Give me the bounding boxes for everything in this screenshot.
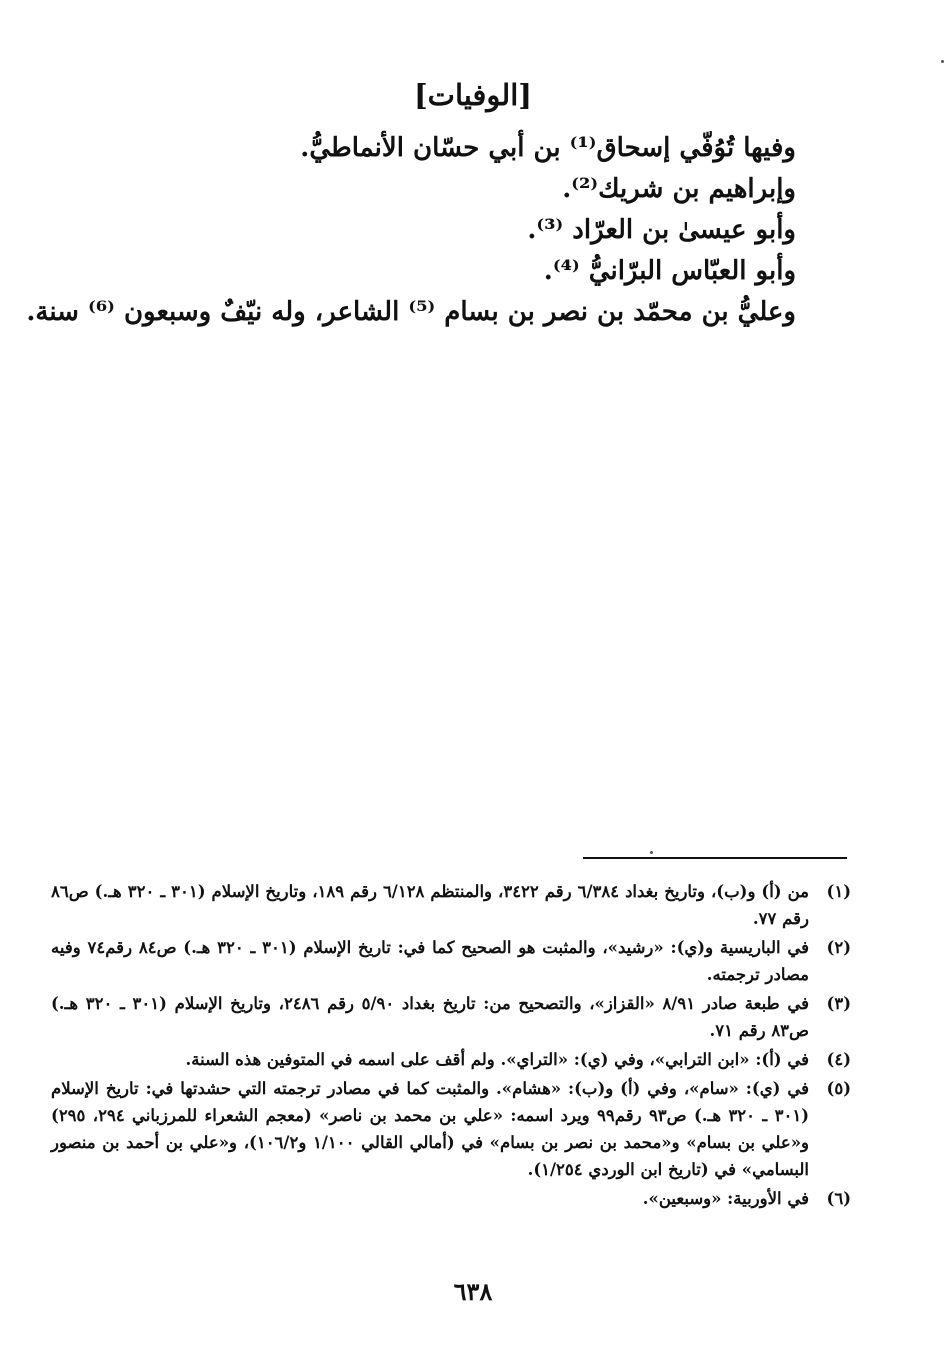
- footnote-text: في طبعة صادر ٨/٩١ «القزاز»، والتصحيح من: تاريخ بغداد ٥/٩٠ رقم ٢٤٨٦، وتاريخ الإسلام (٣٠١ ـ ٣٢٠ هـ.) ص٨٣ رقم ٧١.: [51, 994, 809, 1040]
- footnote-text: في الباريسية و(ي): «رشيد»، والمثبت هو الصحيح كما في: تاريخ الإسلام (٣٠١ ـ ٣٢٠ هـ.) ص٨٤ رقم٧٤ وفيه مصادر ترجمته.: [51, 938, 809, 984]
- footnote-separator: [583, 857, 847, 859]
- footnote-number: (١): [826, 882, 851, 901]
- main-text: [26, 128, 796, 333]
- footnote-text: في الأوربية: «وسبعين».: [642, 1189, 809, 1208]
- footnote: [51, 878, 851, 932]
- main-text-line: وأبو العبّاس البرّانيُّ ⁽⁴⁾.: [543, 256, 796, 286]
- footnote: [51, 990, 851, 1044]
- page-number: ٦٣٨: [453, 1277, 493, 1306]
- main-text-line: وأبو عيسىٰ بن العرّاد ⁽³⁾.: [527, 215, 796, 245]
- footnote-number: (٣): [826, 994, 851, 1013]
- main-text-line: وعليُّ بن محمّد بن نصر بن بسام ⁽⁵⁾ الشاعر، وله نيّفٌ وسبعون ⁽⁶⁾ سنة.: [26, 297, 796, 327]
- footnote: [51, 1075, 851, 1183]
- scan-speck: [650, 851, 653, 854]
- footnote: [51, 1185, 851, 1212]
- footnote-text: في (ي): «سام»، وفي (أ) و(ب): «هشام». والمثبت كما في مصادر ترجمته التي حشدتها في: تاريخ الإسلام (٣٠١ ـ ٣٢٠ هـ.) ص٩٣ رقم٩٩ ويرد اسمه: «علي بن محمد بن ناصر» (معجم الشعراء للمرزباني ٢٩٤، ٢٩٥) و«علي بن بسام» و«محمد بن نصر بن بسام» في (أمالي القالي ١/١٠٠ و١٠٦/٢)، و«علي بن أحمد بن منصور البسامي» في (تاريخ ابن الوردي ١/٢٥٤).: [51, 1079, 810, 1179]
- section-heading: [الوفيات]: [413, 78, 533, 112]
- footnote-number: (٤): [826, 1050, 851, 1069]
- scan-speck: [941, 60, 944, 63]
- footnote-number: (٦): [826, 1189, 851, 1208]
- footnote-number: (٢): [826, 938, 851, 957]
- main-text-line: وفيها تُوُفّي إسحاق⁽¹⁾ بن أبي حسّان الأنماطيُّ.: [300, 133, 796, 163]
- footnote-text: من (أ) و(ب)، وتاريخ بغداد ٦/٣٨٤ رقم ٣٤٢٢، والمنتظم ٦/١٢٨ رقم ١٨٩، وتاريخ الإسلام (٣٠١ ـ ٣٢٠ هـ.) ص٨٦ رقم ٧٧.: [51, 882, 809, 928]
- main-text-line: وإبراهيم بن شريك⁽²⁾.: [562, 174, 796, 204]
- footnote: [51, 1046, 851, 1073]
- footnotes: [51, 878, 851, 1214]
- footnote-text: في (أ): «ابن الترابي»، وفي (ي): «التراي». ولم أقف على اسمه في المتوفين هذه السنة.: [185, 1050, 809, 1069]
- footnote: [51, 934, 851, 988]
- footnote-number: (٥): [826, 1079, 851, 1098]
